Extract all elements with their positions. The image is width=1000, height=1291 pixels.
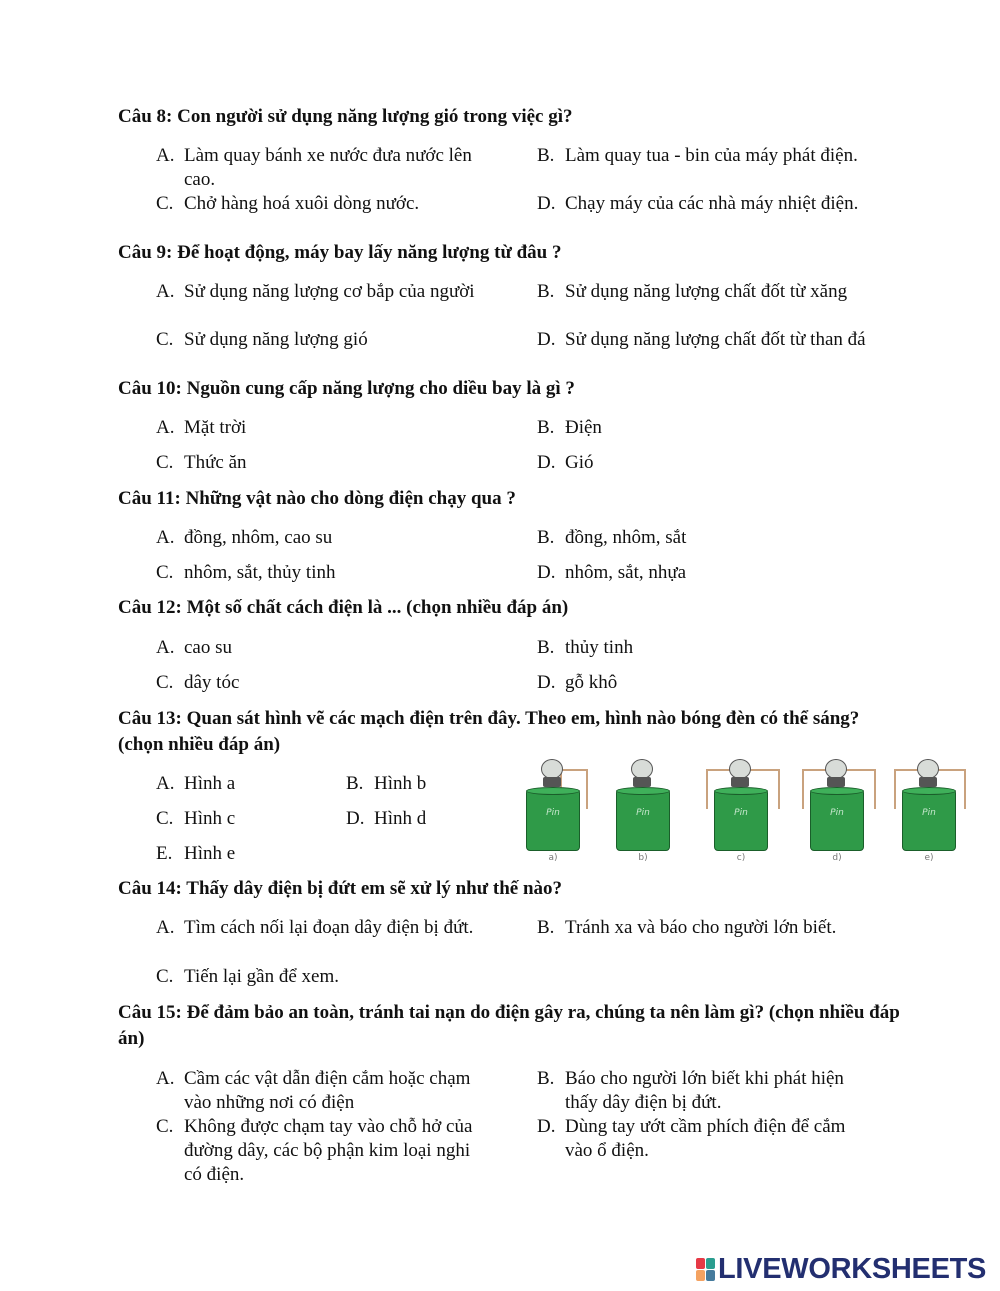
option-text: Dùng tay ướt cầm phích điện để cắm vào ổ điện. [565,1116,846,1161]
option-text: Cầm các vật dẫn điện cắm hoặc chạm vào những nơi có điện [184,1068,471,1113]
option-text: Hình c [184,808,236,829]
liveworksheets-logo [696,1252,994,1286]
question-11-title: Câu 11: Những vật nào cho dòng điện chạy qua ? [118,488,516,509]
q9-option-d[interactable] [537,328,867,352]
option-text: Điện [565,417,602,438]
option-letter: B. [346,773,364,794]
option-text: Tránh xa và báo cho người lớn biết. [565,917,837,938]
option-text: Hình e [184,843,236,864]
option-letter: B. [537,637,555,658]
q13-option-a[interactable] [156,772,326,796]
bulb-icon [917,759,939,779]
battery-cap [810,787,864,795]
option-text: Không được chạm tay vào chỗ hở của đường dây, các bộ phận kim loại nghi có điện. [184,1116,473,1185]
battery-icon [902,789,956,851]
option-text: Sử dụng năng lượng gió [184,329,368,350]
q13-option-c[interactable] [156,807,326,831]
circuit-label: d) [832,853,842,863]
circuit-label: e) [924,853,934,863]
q14-option-c[interactable] [156,965,486,989]
option-letter: C. [156,562,174,583]
circuit-figure [520,757,962,865]
q11-option-d[interactable] [537,561,867,585]
q8-option-a[interactable] [156,144,486,192]
option-letter: A. [156,917,175,938]
q12-option-d[interactable] [537,671,867,695]
option-text: Báo cho người lớn biết khi phát hiện thấy dây điện bị đứt. [565,1068,844,1113]
bulb-base [919,777,937,787]
option-text: Hình d [374,808,427,829]
logo-icon [696,1258,716,1282]
option-text: Mặt trời [184,417,247,438]
bulb-icon [729,759,751,779]
option-letter: D. [537,329,556,350]
battery-cap [526,787,580,795]
question-13-title: Câu 13: Quan sát hình vẽ các mạch điện trên đây. Theo em, hình nào bóng đèn có thể sáng? (chọn nhiều đáp án) [118,708,860,755]
battery-cap [902,787,956,795]
option-text: Tiến lại gần để xem. [184,966,339,987]
battery-text: Pin [830,808,844,818]
option-letter: B. [537,145,555,166]
option-text: Sử dụng năng lượng chất đốt từ xăng [565,281,848,302]
circuit-e [898,757,960,865]
option-letter: A. [156,145,175,166]
circuit-label: b) [638,853,648,863]
question-10-title: Câu 10: Nguồn cung cấp năng lượng cho diều bay là gì ? [118,378,575,399]
option-text: cao su [184,637,233,658]
bulb-icon [541,759,563,779]
option-text: nhôm, sắt, thủy tinh [184,562,336,583]
bulb-base [827,777,845,787]
battery-icon [526,789,580,851]
option-letter: B. [537,917,555,938]
q9-option-b[interactable] [537,280,867,304]
q9-option-c[interactable] [156,328,486,352]
option-text: Hình a [184,773,236,794]
battery-text: Pin [922,808,936,818]
option-letter: B. [537,1068,555,1089]
q11-option-a[interactable] [156,526,486,550]
q9-option-a[interactable] [156,280,486,304]
circuit-label: a) [548,853,558,863]
option-letter: D. [537,193,556,214]
q10-option-c[interactable] [156,451,486,475]
option-text: đồng, nhôm, cao su [184,527,333,548]
option-letter: D. [537,1116,556,1137]
logo-text: LIVEWORKSHEETS [718,1253,987,1285]
option-text: gỗ khô [565,672,618,693]
bulb-base [543,777,561,787]
option-letter: A. [156,281,175,302]
q11-option-c[interactable] [156,561,486,585]
option-text: Làm quay tua - bin của máy phát điện. [565,145,858,166]
q8-option-b[interactable] [537,144,867,168]
option-letter: D. [537,452,556,473]
battery-text: Pin [546,808,560,818]
q12-option-a[interactable] [156,636,486,660]
q12-option-c[interactable] [156,671,486,695]
option-letter: B. [537,417,555,438]
q8-option-c[interactable] [156,192,486,216]
q10-option-b[interactable] [537,416,867,440]
q10-option-d[interactable] [537,451,867,475]
option-letter: C. [156,672,174,693]
circuit-a [522,757,584,865]
option-letter: A. [156,773,175,794]
battery-icon [616,789,670,851]
option-letter: A. [156,1068,175,1089]
option-letter: E. [156,843,173,864]
question-9-title: Câu 9: Để hoạt động, máy bay lấy năng lượng từ đâu ? [118,242,562,263]
option-letter: C. [156,808,174,829]
battery-cap [714,787,768,795]
option-letter: C. [156,193,174,214]
circuit-d [806,757,868,865]
option-text: nhôm, sắt, nhựa [565,562,687,583]
q13-option-d[interactable] [346,807,496,831]
option-letter: C. [156,452,174,473]
option-letter: B. [537,281,555,302]
option-text: Sử dụng năng lượng cơ bắp của người [184,281,475,302]
q14-option-a[interactable] [156,916,486,940]
q15-option-a[interactable] [156,1067,474,1115]
option-text: đồng, nhôm, sắt [565,527,687,548]
option-text: Làm quay bánh xe nước đưa nước lên cao. [184,145,472,190]
battery-text: Pin [636,808,650,818]
bulb-icon [631,759,653,779]
option-text: Chạy máy của các nhà máy nhiệt điện. [565,193,859,214]
battery-text: Pin [734,808,748,818]
option-text: Thức ăn [184,452,247,473]
option-text: thủy tinh [565,637,634,658]
q14-option-b[interactable] [537,916,897,940]
q12-option-b[interactable] [537,636,867,660]
bulb-base [633,777,651,787]
circuit-label: c) [736,853,746,863]
circuit-b [612,757,674,865]
option-text: Tìm cách nối lại đoạn dây điện bị đứt. [184,917,474,938]
question-12-title: Câu 12: Một số chất cách điện là ... (chọn nhiều đáp án) [118,597,569,618]
q15-option-b[interactable] [537,1067,857,1115]
option-letter: D. [346,808,365,829]
question-8-title: Câu 8: Con người sử dụng năng lượng gió trong việc gì? [118,106,573,127]
battery-icon [810,789,864,851]
q15-option-d[interactable] [537,1115,857,1163]
question-15-title: Câu 15: Để đảm bảo an toàn, tránh tai nạn do điện gây ra, chúng ta nên làm gì? (chọn nhiều đáp án) [118,1002,900,1049]
option-text: Hình b [374,773,427,794]
option-letter: D. [537,562,556,583]
option-letter: C. [156,966,174,987]
option-letter: D. [537,672,556,693]
option-letter: B. [537,527,555,548]
option-letter: A. [156,417,175,438]
battery-icon [714,789,768,851]
option-letter: C. [156,1116,174,1137]
option-text: Sử dụng năng lượng chất đốt từ than đá [565,329,866,350]
option-letter: A. [156,527,175,548]
bulb-base [731,777,749,787]
option-text: dây tóc [184,672,240,693]
q8-option-d[interactable] [537,192,867,216]
bulb-icon [825,759,847,779]
option-letter: A. [156,637,175,658]
q11-option-b[interactable] [537,526,867,550]
option-letter: C. [156,329,174,350]
q13-option-b[interactable] [346,772,496,796]
q10-option-a[interactable] [156,416,486,440]
option-text: Chở hàng hoá xuôi dòng nước. [184,193,420,214]
q13-option-e[interactable] [156,842,326,866]
q15-option-c[interactable] [156,1115,486,1187]
battery-cap [616,787,670,795]
circuit-c [710,757,772,865]
question-14-title: Câu 14: Thấy dây điện bị đứt em sẽ xử lý như thế nào? [118,878,563,899]
option-text: Gió [565,452,594,473]
